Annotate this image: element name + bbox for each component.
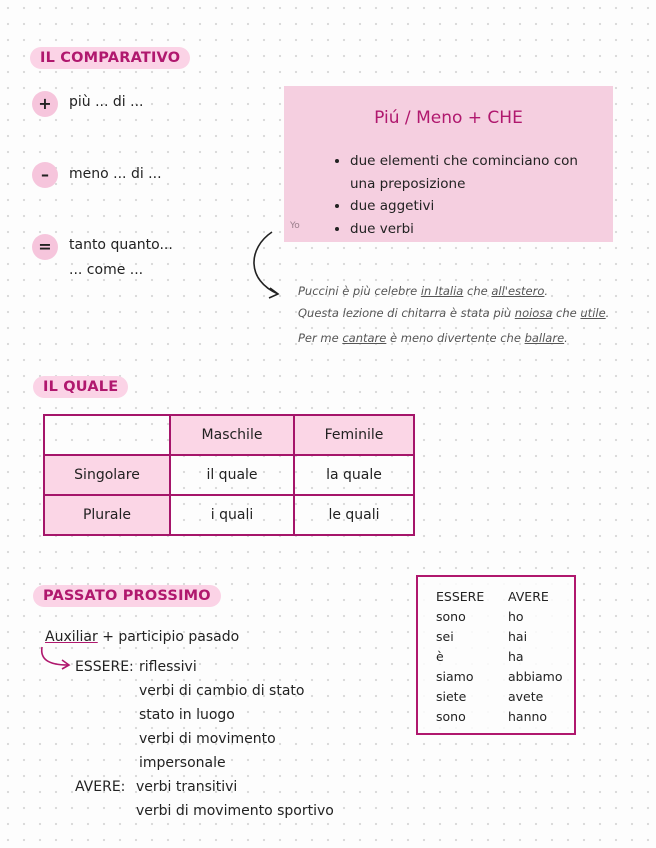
che-box: [284, 86, 613, 242]
list-item: verbi di cambio di stato: [139, 683, 305, 699]
essere-label: ESSERE:: [75, 659, 134, 675]
list-item: sono: [436, 709, 466, 724]
column-header: ESSERE: [436, 589, 485, 604]
section-title-quale: IL QUALE: [33, 376, 128, 398]
avere-column: [508, 587, 563, 727]
auxiliar-word: Auxiliar: [45, 629, 98, 645]
comparativo-equal-text-2: ... come ...: [69, 262, 144, 278]
avere-list: [136, 775, 334, 823]
minus-sign: –: [32, 162, 58, 188]
table-cell: [44, 415, 170, 455]
list-item: verbi transitivi: [136, 779, 238, 795]
table-row: [44, 455, 414, 495]
list-item: sei: [436, 629, 454, 644]
plus-sign: +: [32, 91, 58, 117]
column-header: AVERE: [508, 589, 549, 604]
list-item: ho: [508, 609, 524, 624]
table-cell: il quale: [170, 455, 294, 495]
list-item: verbi di movimento sportivo: [136, 803, 334, 819]
auxiliar-line: Auxiliar + participio pasado: [45, 629, 240, 645]
list-item: verbi di movimento: [139, 731, 276, 747]
list-item: hai: [508, 629, 528, 644]
section-title-passato: PASSATO PROSSIMO: [33, 585, 221, 607]
table-header-cell: Maschile: [170, 415, 294, 455]
table-row: [44, 415, 414, 455]
essere-list: [139, 655, 304, 775]
table-cell: le quali: [294, 495, 414, 535]
branch-arrow-icon: [38, 645, 74, 671]
table-header-cell: Feminile: [294, 415, 414, 455]
comparativo-plus-text: più ... di ...: [69, 94, 144, 110]
table-row: [44, 495, 414, 535]
table-cell: la quale: [294, 455, 414, 495]
list-item: avete: [508, 689, 544, 704]
table-row-header: Singolare: [44, 455, 170, 495]
example-line-1: Puccini è più celebre in Italia che all'estero.: [298, 284, 549, 298]
che-item: • due verbi: [350, 218, 590, 241]
che-item: • due aggetivi: [350, 195, 590, 218]
list-item: impersonale: [139, 755, 226, 771]
conjugation-box: [416, 575, 576, 735]
essere-column: [436, 587, 484, 727]
che-box-list: [324, 150, 590, 240]
che-box-title: Piú / Meno + CHE: [374, 108, 523, 128]
equal-sign: =: [32, 234, 58, 260]
quale-table: [43, 414, 415, 536]
curved-arrow-icon: [244, 228, 284, 302]
example-line-2: Questa lezione di chitarra è stata più noiosa che utile.: [298, 306, 610, 320]
comparativo-minus-text: meno ... di ...: [69, 166, 162, 182]
table-cell: i quali: [170, 495, 294, 535]
list-item: riflessivi: [139, 659, 197, 675]
list-item: siamo: [436, 669, 474, 684]
list-item: è: [436, 649, 444, 664]
che-item: • due elementi che cominciano con una preposizione: [350, 150, 590, 195]
list-item: siete: [436, 689, 467, 704]
list-item: ha: [508, 649, 524, 664]
list-item: sono: [436, 609, 466, 624]
table-row-header: Plurale: [44, 495, 170, 535]
list-item: abbiamo: [508, 669, 563, 684]
section-title-comparativo: IL COMPARATIVO: [30, 47, 190, 69]
list-item: stato in luogo: [139, 707, 235, 723]
list-item: hanno: [508, 709, 548, 724]
example-line-3: Per me cantare è meno divertente che ballare.: [298, 331, 568, 345]
avere-label: AVERE:: [75, 779, 126, 795]
comparativo-equal-text: tanto quanto...: [69, 237, 173, 253]
watermark: Yo: [290, 221, 300, 231]
